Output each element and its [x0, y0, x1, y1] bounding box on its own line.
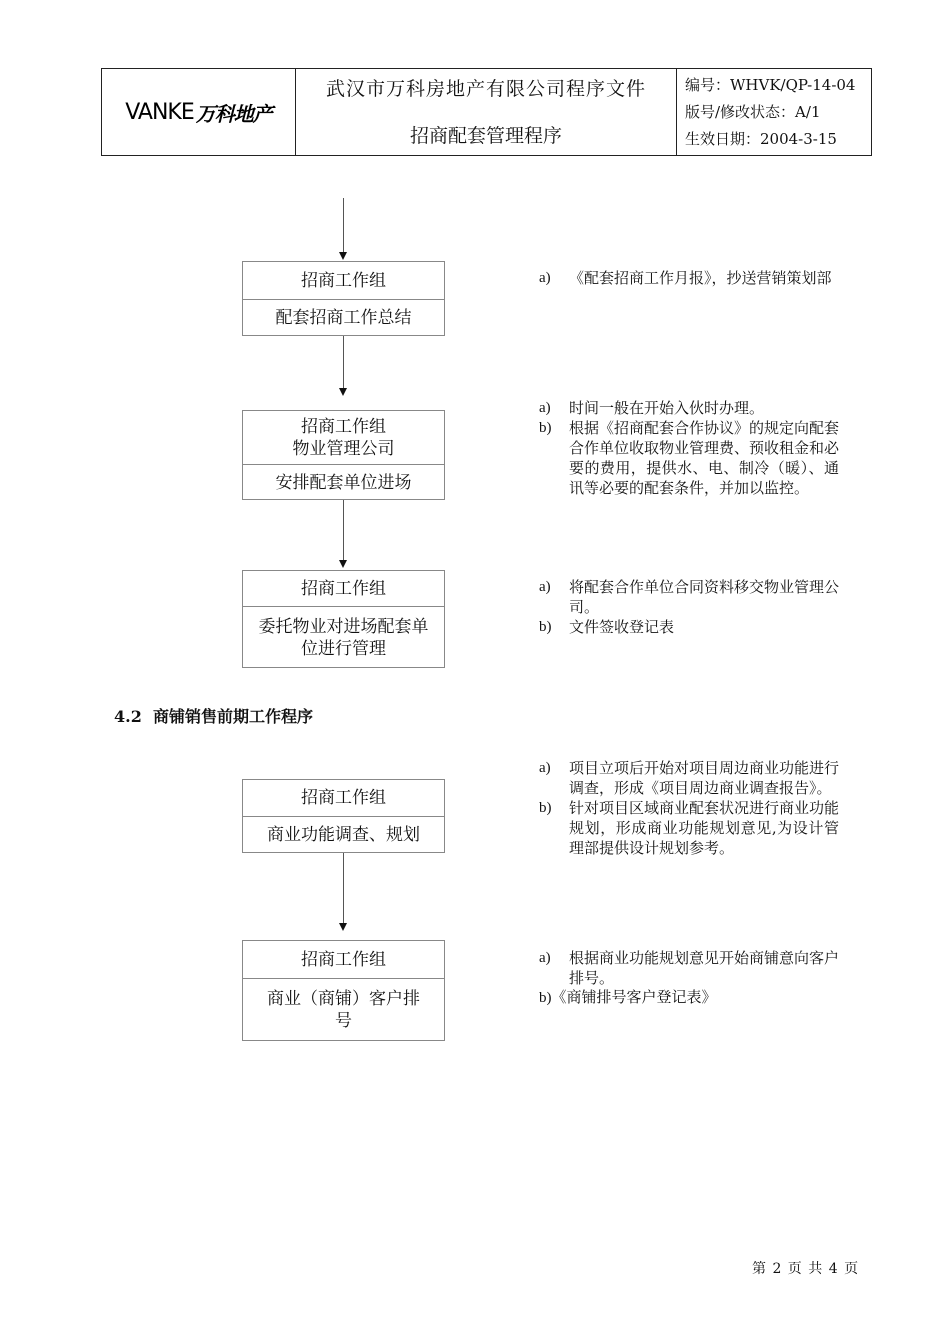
- note-label: b): [539, 619, 552, 635]
- flow-box-action: 配套招商工作总结: [243, 299, 444, 336]
- flow-connector: [343, 198, 344, 253]
- note-label: a): [539, 950, 551, 966]
- flow-box-work-summary: [242, 261, 445, 336]
- note-item: [539, 398, 839, 418]
- note-label: a): [539, 760, 551, 776]
- flow-box-role: 招商工作组 物业管理公司: [292, 416, 395, 459]
- note-text: 根据《招商配套合作协议》的规定向配套合作单位收取物业管理费、预收租金和必要的费用，提供水、电、制冷（暖）、通讯等必要的配套条件，并加以监控。: [569, 419, 840, 497]
- note-text: 针对项目区域商业配套状况进行商业功能规划，形成商业功能规划意见,为设计管理部提供设计规划参考。: [569, 799, 840, 857]
- flow-notes: [539, 948, 839, 1008]
- note-text: 《商铺排号客户登记表》: [551, 990, 717, 1006]
- note-text: 项目立项后开始对项目周边商业功能进行调查，形成《项目周边商业调查报告》。: [569, 759, 840, 797]
- note-label: b): [539, 990, 552, 1006]
- flow-box-role: 招商工作组: [301, 578, 386, 599]
- flow-box-role: 招商工作组: [301, 270, 386, 291]
- flow-box-tenant-entry: [242, 410, 445, 500]
- flow-notes: [539, 577, 839, 637]
- note-text: 《配套招商工作月报》，抄送营销策划部: [569, 269, 832, 287]
- note-item: [539, 758, 839, 798]
- document-number: 编号：WHVK/QP-14-04: [685, 76, 856, 94]
- meta-cell: [677, 69, 871, 155]
- flow-notes: [539, 398, 839, 498]
- arrow-down-icon: [339, 252, 347, 260]
- effective-date: 生效日期：2004-3-15: [685, 130, 837, 148]
- arrow-down-icon: [339, 923, 347, 931]
- flow-box-role: 招商工作组: [301, 949, 386, 970]
- note-item: [539, 418, 839, 498]
- note-item: [539, 798, 839, 858]
- flow-box-action: 委托物业对进场配套单位进行管理: [243, 606, 444, 668]
- flow-connector: [343, 500, 344, 560]
- note-text: 将配套合作单位合同资料移交物业管理公司。: [569, 578, 840, 616]
- title-cell: [296, 69, 677, 155]
- note-item: [539, 988, 839, 1008]
- page-number: 第 2 页 共 4 页: [752, 1261, 860, 1277]
- flow-box-action: 安排配套单位进场: [243, 464, 444, 500]
- note-item: [539, 617, 839, 637]
- section-title: 商铺销售前期工作程序: [152, 707, 313, 726]
- arrow-down-icon: [339, 388, 347, 396]
- note-item: [539, 577, 839, 617]
- version-status: 版号/修改状态：A/1: [685, 103, 821, 121]
- note-item: [539, 268, 839, 288]
- logo-chinese: 万科地产: [195, 101, 272, 126]
- document-header: [101, 68, 872, 156]
- flow-box-delegate-management: [242, 570, 445, 668]
- logo-cell: [102, 69, 296, 155]
- flow-box-customer-queue: [242, 940, 445, 1041]
- note-label: a): [539, 400, 551, 416]
- note-label: b): [539, 800, 552, 816]
- document-title: 招商配套管理程序: [409, 125, 562, 147]
- note-label: a): [539, 270, 551, 286]
- vanke-logo: [125, 98, 271, 127]
- flow-box-action: 商业功能调查、规划: [243, 816, 444, 853]
- note-text: 时间一般在开始入伙时办理。: [569, 399, 765, 417]
- arrow-down-icon: [339, 560, 347, 568]
- note-item: [539, 948, 839, 988]
- company-title: 武汉市万科房地产有限公司程序文件: [325, 78, 646, 100]
- flow-box-commercial-survey: [242, 779, 445, 853]
- logo-wordmark: VANKE: [125, 99, 194, 125]
- section-heading: [114, 704, 313, 727]
- note-text: 根据商业功能规划意见开始商铺意向客户排号。: [569, 949, 840, 987]
- flow-connector: [343, 853, 344, 923]
- flow-box-role: 招商工作组: [301, 788, 386, 808]
- flow-notes: [539, 758, 839, 858]
- flow-notes: [539, 268, 839, 288]
- section-number: 4.2: [114, 707, 142, 726]
- note-text: 文件签收登记表: [569, 618, 675, 636]
- note-label: a): [539, 579, 551, 595]
- flow-connector: [343, 335, 344, 388]
- note-label: b): [539, 420, 552, 436]
- flow-box-action: 商业（商铺）客户排号: [243, 978, 444, 1041]
